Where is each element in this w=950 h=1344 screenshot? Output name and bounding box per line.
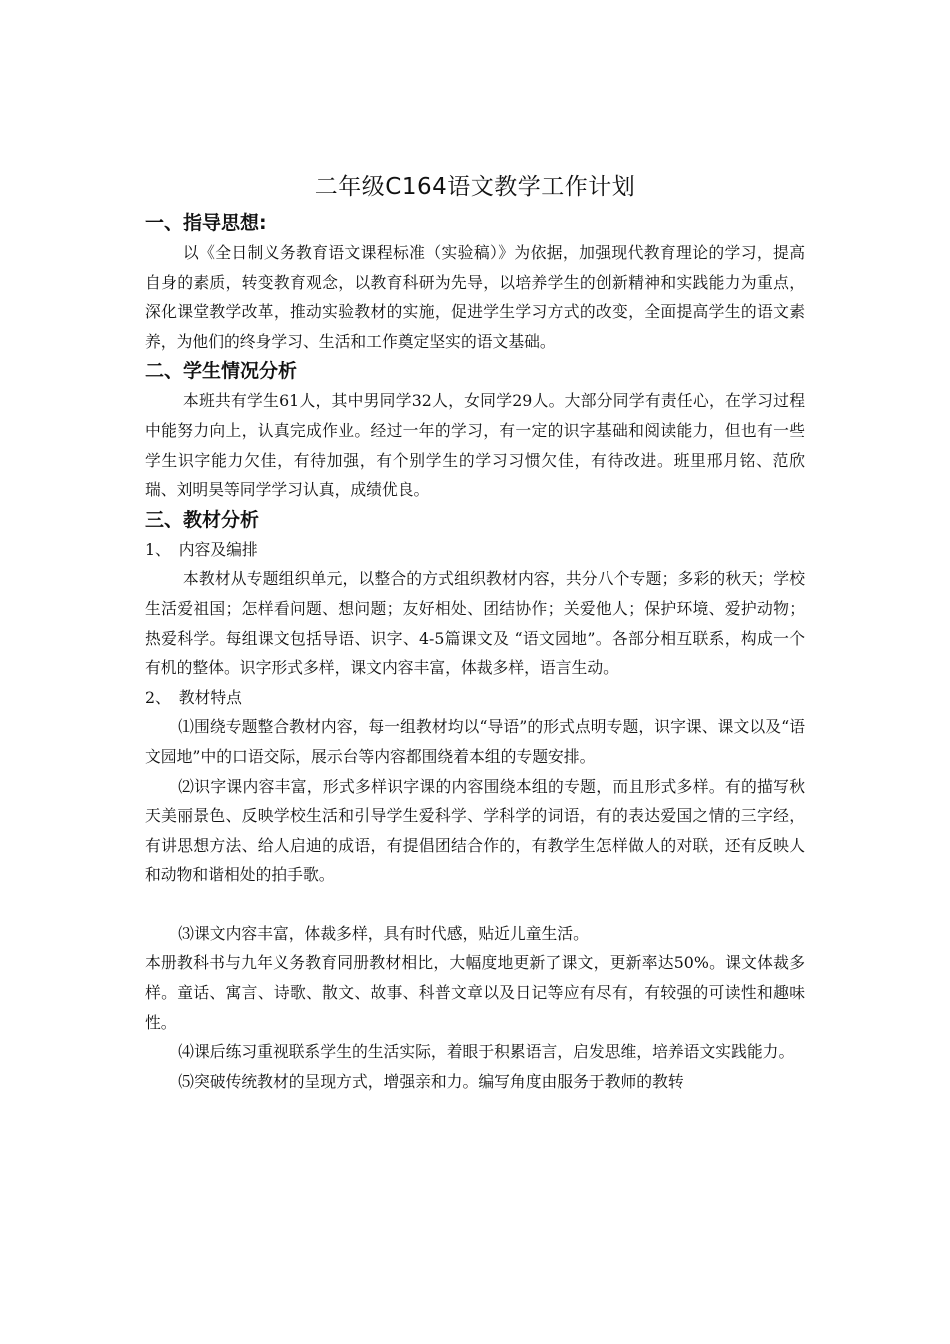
paragraph-guiding-ideology: 以《全日制义务教育语文课程标准（实验稿）》为依据，加强现代教育理论的学习，提高自身的素质，转变教育观念，以教育科研为先导，以培养学生的创新精神和实践能力为重点，深化课堂教学改革，推动实验教材的实施，促进学生学习方式的改变，全面提高学生的语文素养，为他们的终身学习、生活和工作奠定坚实的语文基础。 — [145, 243, 805, 351]
subsection-label-features: 2、 教材特点 — [145, 687, 242, 707]
document-title: 二年级C164语文教学工作计划 — [314, 174, 636, 200]
feature-point-4: ⑷课后练习重视联系学生的生活实际，着眼于积累语言，启发思维，培养语文实践能力。 — [178, 1042, 795, 1062]
feature-point-2: ⑵识字课内容丰富，形式多样识字课的内容围绕本组的专题，而且形式多样。有的描写秋天美丽景色、反映学校生活和引导学生爱科学、学科学的词语，有的表达爱国之情的三字经，有讲思想方法、给人启迪的成语，有提倡团结合作的，有教学生怎样做人的对联，还有反映人和动物和谐相处的拍手歌。 — [145, 776, 805, 885]
feature-point-3: ⑶课文内容丰富，体裁多样，具有时代感，贴近儿童生活。 — [178, 923, 589, 943]
feature-point-1: ⑴围绕专题整合教材内容，每一组教材均以“导语”的形式点明专题，识字课、课文以及“语文园地”中的口语交际，展示台等内容都围绕着本组的专题安排。 — [145, 717, 805, 766]
blank-line — [145, 890, 805, 919]
document-page — [145, 168, 805, 1096]
paragraph-student-analysis: 本班共有学生61人，其中男同学32人，女同学29人。大部分同学有责任心，在学习过程中能努力向上，认真完成作业。经过一年的学习，有一定的识字基础和阅读能力，但也有一些学生识字能力欠佳，有待加强，有个别学生的学习习惯欠佳，有待改进。班里邢月铭、范欣瑞、刘明昊等同学学习认真，成绩优良。 — [145, 391, 805, 500]
section-heading-textbook-analysis: 三、教材分析 — [145, 508, 260, 531]
paragraph-content-arrangement: 本教材从专题组织单元，以整合的方式组织教材内容，共分八个专题；多彩的秋天；学校生活爱祖国；怎样看问题、想问题；友好相处、团结协作；关爱他人；保护环境、爱护动物；热爱科学。每组课文包括导语、识字、4-5篇课文及 “语文园地”。各部分相互联系，构成一个有机的整体。识字形式多样，课文内容丰富，体裁多样，语言生动。 — [145, 569, 805, 678]
section-heading-student-analysis: 二、学生情况分析 — [145, 360, 298, 383]
feature-point-5: ⑸突破传统教材的呈现方式，增强亲和力。编写角度由服务于教师的教转 — [178, 1071, 684, 1091]
section-heading-guiding-ideology: 一、指导思想: — [145, 212, 267, 234]
subsection-label-content: 1、 内容及编排 — [145, 539, 258, 559]
feature-point-3-detail: 本册教科书与九年义务教育同册教材相比，大幅度地更新了课文，更新率达50%。课文体裁多样。童话、寓言、诗歌、散文、故事、科普文章以及日记等应有尽有，有较强的可读性和趣味性。 — [145, 953, 805, 1032]
